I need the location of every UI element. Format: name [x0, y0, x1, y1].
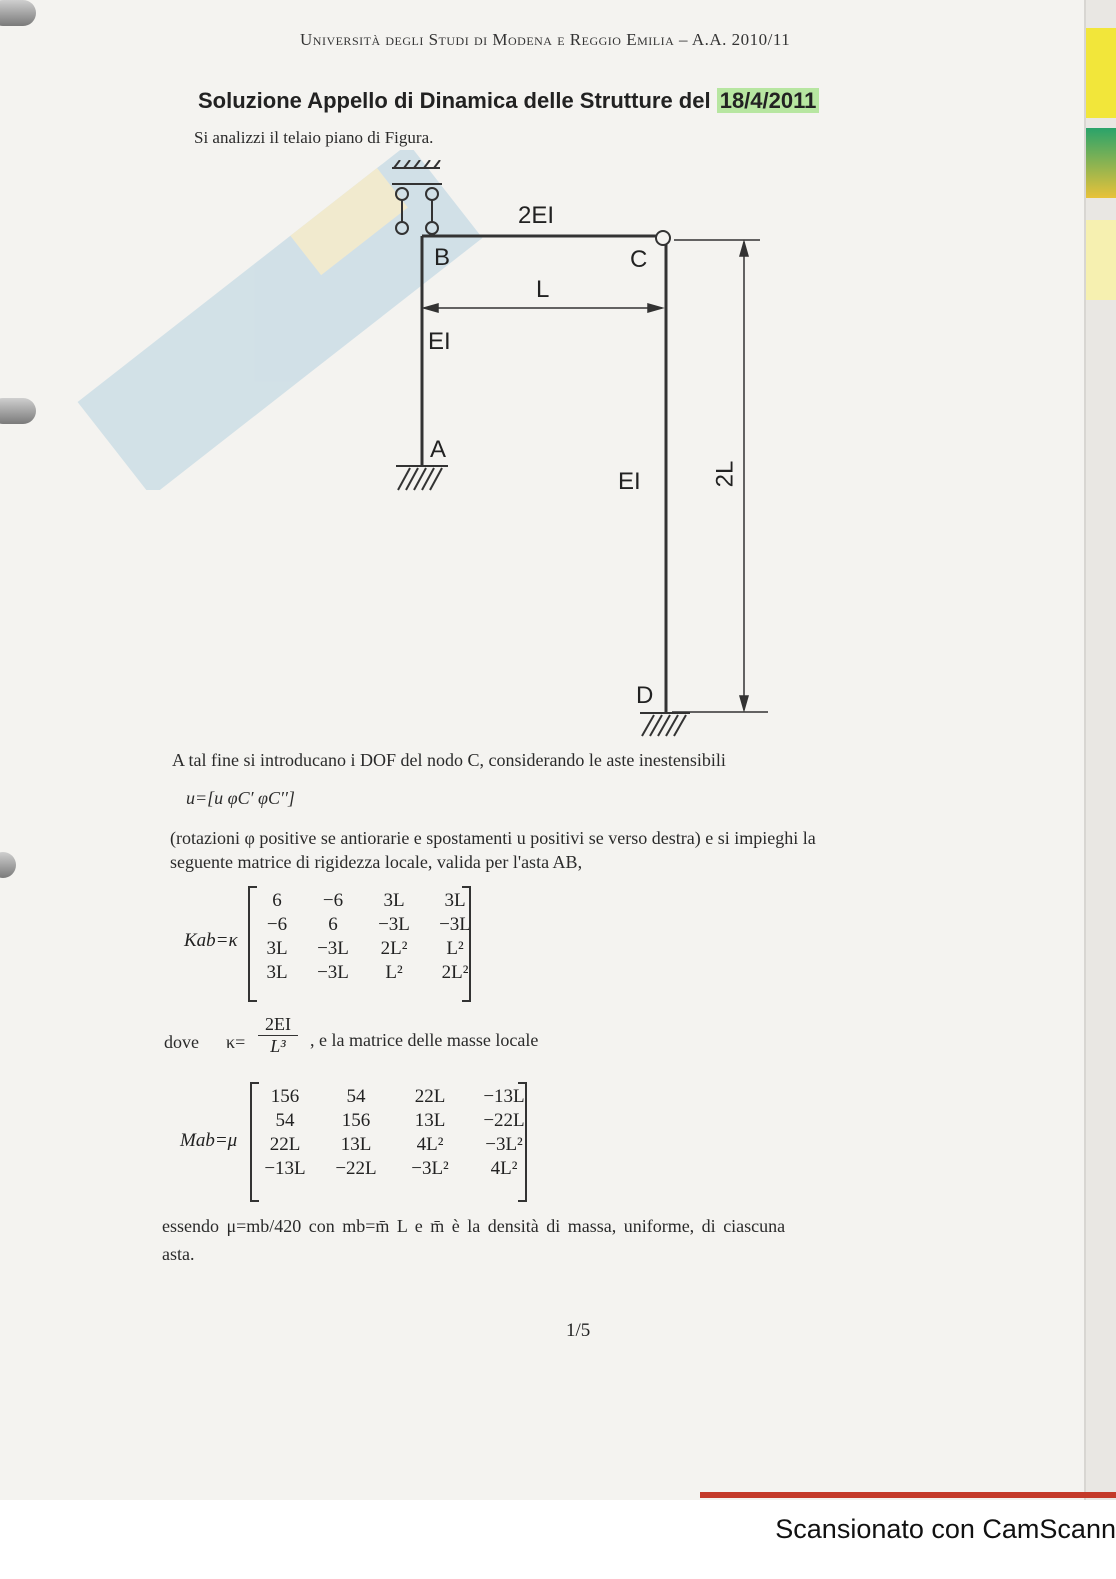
binder-ring-top	[0, 0, 36, 26]
mass-cell-2-0: 22L	[269, 1134, 301, 1155]
university-header: Università degli Studi di Modena e Reggio Emilia – A.A. 2010/11	[300, 30, 791, 49]
fixed-support-d	[640, 713, 690, 736]
stiffness-cell-0-1: −6	[322, 890, 344, 911]
stiffness-matrix	[258, 890, 474, 984]
stiffness-bracket-right	[462, 886, 471, 1002]
mass-matrix-label: Mab=μ	[180, 1130, 238, 1151]
binder-ring-lower	[0, 852, 16, 878]
mass-cell-1-3: −22L	[483, 1110, 525, 1131]
node-d-label: D	[636, 682, 654, 709]
stiffness-cell-1-2: −3L	[378, 914, 410, 935]
camscanner-footer: Scansionato con CamScann	[775, 1514, 1116, 1544]
title-text: Soluzione Appello di Dinamica delle Strutture del	[198, 88, 717, 113]
column-ab-stiffness-label: EI	[428, 328, 451, 355]
frame-diagram	[360, 160, 780, 750]
node-c-label: C	[630, 246, 648, 273]
hinge-c	[656, 231, 670, 245]
roller-support-b	[392, 160, 442, 234]
node-a-label: A	[430, 436, 447, 463]
height-label: 2L	[711, 460, 739, 488]
essendo-text-end: asta.	[162, 1244, 195, 1264]
binder-ring-middle	[0, 398, 36, 424]
sticky-note-yellow	[1086, 28, 1116, 118]
column-cd-stiffness-label: EI	[618, 468, 641, 495]
mass-cell-1-0: 54	[275, 1110, 295, 1131]
dof-sentence: A tal fine si introducano i DOF del nodo C, considerando le aste inestensibili	[172, 750, 726, 770]
stiffness-cell-2-1: −3L	[317, 938, 349, 959]
stiffness-bracket-left	[248, 886, 257, 1002]
stiffness-cell-1-0: −6	[266, 914, 288, 935]
rotation-text-line-2: seguente matrice di rigidezza locale, valida per l'asta AB,	[170, 852, 583, 872]
dove-text: dove	[164, 1032, 199, 1052]
span-label: L	[536, 276, 550, 303]
title-date: 18/4/2011	[717, 88, 820, 113]
stiffness-cell-0-2: 3L	[383, 890, 405, 911]
stiffness-cell-1-1: 6	[328, 914, 338, 935]
mass-cell-0-3: −13L	[483, 1086, 525, 1107]
mass-cell-1-1: 156	[341, 1110, 371, 1131]
node-b-label: B	[434, 244, 451, 271]
mass-cell-2-1: 13L	[340, 1134, 372, 1155]
stiffness-cell-3-0: 3L	[266, 962, 288, 983]
mass-cell-3-2: −3L²	[411, 1158, 449, 1179]
mass-bracket-left	[250, 1082, 259, 1202]
stiffness-cell-2-0: 3L	[266, 938, 288, 959]
dof-vector: u=[u φC′ φC′′]	[186, 788, 295, 808]
sticky-note-pale	[1086, 220, 1116, 300]
stiffness-cell-0-3: 3L	[444, 890, 466, 911]
mass-bracket-right	[518, 1082, 527, 1202]
mass-cell-3-1: −22L	[335, 1158, 377, 1179]
stiffness-cell-3-3: 2L²	[441, 962, 469, 983]
stiffness-cell-2-3: L²	[446, 938, 464, 959]
mass-cell-2-3: −3L²	[485, 1134, 523, 1155]
bottom-red-strip	[700, 1492, 1116, 1498]
beam-stiffness-label: 2EI	[518, 202, 555, 229]
kappa-denominator: L³	[270, 1036, 286, 1056]
mass-matrix	[260, 1086, 532, 1180]
sticky-note-green	[1086, 128, 1116, 198]
essendo-text: essendo μ=mb/420 con mb=m̄ L e m̄ è la densità di massa, uniforme, di ciascuna	[162, 1216, 786, 1236]
mass-intro-text: , e la matrice delle masse locale	[310, 1030, 539, 1050]
page-title	[198, 88, 819, 114]
mass-cell-3-0: −13L	[264, 1158, 306, 1179]
kappa-fraction	[258, 1014, 298, 1057]
stiffness-cell-1-3: −3L	[439, 914, 471, 935]
mass-cell-1-2: 13L	[414, 1110, 446, 1131]
mass-cell-0-0: 156	[270, 1086, 300, 1107]
stiffness-cell-0-0: 6	[272, 890, 282, 911]
fixed-support-a	[396, 466, 448, 490]
stiffness-cell-3-1: −3L	[317, 962, 349, 983]
rotation-text-line-1: (rotazioni φ positive se antiorarie e spostamenti u positivi se verso destra) e si impieghi la	[170, 828, 816, 848]
mass-cell-0-1: 54	[346, 1086, 366, 1107]
mass-cell-0-2: 22L	[414, 1086, 446, 1107]
stiffness-cell-3-2: L²	[385, 962, 403, 983]
stiffness-cell-2-2: 2L²	[380, 938, 408, 959]
intro-text: Si analizzi il telaio piano di Figura.	[194, 128, 434, 147]
frame-figure	[360, 160, 780, 750]
mass-cell-3-3: 4L²	[490, 1158, 518, 1179]
stiffness-matrix-label: Kab=κ	[184, 930, 238, 951]
kappa-lhs: κ=	[226, 1032, 246, 1052]
kappa-numerator: 2EI	[258, 1014, 298, 1036]
dimension-l	[424, 304, 662, 312]
page-number: 1/5	[566, 1320, 591, 1341]
mass-cell-2-2: 4L²	[416, 1134, 444, 1155]
